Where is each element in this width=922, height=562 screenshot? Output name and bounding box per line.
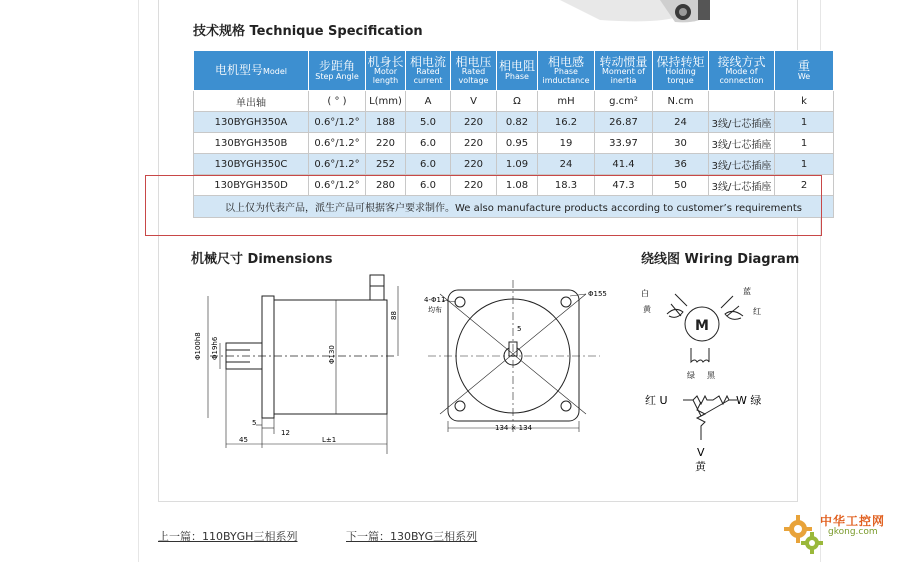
- table-cell: 33.97: [595, 133, 653, 154]
- table-cell: 220: [451, 154, 497, 175]
- wiring-title: 绕线图 Wiring Diagram: [641, 252, 800, 267]
- terminal-v: V: [697, 446, 705, 459]
- next-article-link[interactable]: 下一篇：130BYG三相系列: [346, 530, 478, 543]
- dim-label-45: 45: [239, 436, 248, 444]
- table-cell: 0.6°/1.2°: [309, 175, 366, 196]
- header-zh: 电机型号: [214, 62, 263, 77]
- spec-header-cell: [366, 51, 406, 91]
- table-cell: 16.2: [538, 112, 595, 133]
- header-en: Step Angle: [315, 71, 359, 81]
- site-logo[interactable]: [780, 505, 922, 562]
- prev-article-link[interactable]: 上一篇：110BYGH三相系列: [158, 530, 298, 543]
- table-cell: 130BYGH350D: [194, 175, 309, 196]
- table-cell: 47.3: [595, 175, 653, 196]
- header-en: Holding torque: [665, 67, 696, 85]
- unit-cell: g.cm²: [595, 91, 653, 112]
- unit-cell: A: [406, 91, 451, 112]
- dimensions-title: 机械尺寸 Dimensions: [191, 252, 333, 267]
- terminal-v-color: 黄: [695, 460, 706, 473]
- table-row: [194, 112, 834, 133]
- side-view-drawing: [190, 268, 400, 460]
- unit-cell: L(mm): [366, 91, 406, 112]
- table-cell: 3线/七芯插座: [709, 154, 775, 175]
- unit-cell: k: [775, 91, 834, 112]
- table-cell: 188: [366, 112, 406, 133]
- unit-cell: N.cm: [653, 91, 709, 112]
- header-zh: 相电流: [409, 54, 446, 69]
- header-zh: 机身长: [367, 54, 404, 69]
- header-en: Motor length: [372, 67, 399, 85]
- table-cell: 3线/七芯插座: [709, 175, 775, 196]
- header-zh: 相电压: [455, 54, 492, 69]
- spec-header-cell: [595, 51, 653, 91]
- wire-label-yellow: 黄: [643, 305, 651, 314]
- unit-cell: V: [451, 91, 497, 112]
- table-cell: 5.0: [406, 112, 451, 133]
- dim-label-even: 均布: [428, 306, 442, 314]
- dim-label-d130: Φ130: [328, 345, 336, 364]
- unit-cell: Ω: [497, 91, 538, 112]
- spec-header-row: [194, 51, 834, 91]
- wire-label-red: 红: [753, 307, 761, 316]
- wiring-diagram: [635, 276, 785, 476]
- wire-label-white: 白: [641, 289, 649, 298]
- header-en: Rated voltage: [458, 67, 489, 85]
- wire-label-green: 绿: [687, 371, 695, 380]
- table-cell: 18.3: [538, 175, 595, 196]
- wire-label-blue: 蓝: [743, 287, 751, 296]
- header-zh: 重: [797, 59, 810, 73]
- logo-url: gkong.com: [828, 527, 878, 537]
- dim-label-d19: Φ19h6: [211, 336, 219, 360]
- table-cell: 2: [775, 175, 834, 196]
- terminal-u: 红 U: [645, 394, 668, 407]
- table-cell: 130BYGH350C: [194, 154, 309, 175]
- header-en: Moment of inertia: [602, 67, 645, 85]
- spec-header-cell: [194, 51, 309, 91]
- dim-label-square: 134 × 134: [495, 424, 533, 432]
- motor-photo: [540, 0, 720, 26]
- spec-header-cell: [497, 51, 538, 91]
- header-zh: 接线方式: [717, 54, 766, 69]
- dim-label-L: L±1: [322, 436, 337, 444]
- terminal-w: W 绿: [736, 394, 762, 407]
- table-cell: 1.09: [497, 154, 538, 175]
- spec-header-cell: [775, 51, 834, 91]
- header-zh: 相电感: [547, 54, 584, 69]
- header-zh: 步距角: [318, 59, 355, 73]
- table-cell: 6.0: [406, 154, 451, 175]
- header-en: Phase imductance: [542, 67, 590, 85]
- header-en: Rated current: [413, 67, 443, 85]
- spec-header-cell: [653, 51, 709, 91]
- dim-label-h88: 88: [390, 311, 398, 320]
- table-cell: 24: [538, 154, 595, 175]
- dim-label-holes: 4-Φ11: [424, 296, 446, 304]
- dim-label-5: 5: [252, 419, 257, 427]
- header-en: Model: [262, 66, 288, 76]
- table-cell: 1: [775, 112, 834, 133]
- table-cell: 3线/七芯插座: [709, 133, 775, 154]
- table-cell: 3线/七芯插座: [709, 112, 775, 133]
- dim-label-d155: Φ155: [588, 290, 607, 298]
- highlight-box: [145, 175, 822, 236]
- dim-label-key5: 5: [517, 325, 522, 333]
- table-cell: 0.82: [497, 112, 538, 133]
- table-cell: 50: [653, 175, 709, 196]
- table-row: [194, 154, 834, 175]
- table-cell: 280: [366, 175, 406, 196]
- wire-label-black: 黑: [707, 371, 715, 380]
- motor-symbol: M: [695, 318, 709, 334]
- table-cell: 24: [653, 112, 709, 133]
- logo-name: 中华工控网: [820, 514, 886, 528]
- spec-title: 技术规格 Technique Specification: [193, 24, 423, 39]
- spec-header-cell: [709, 51, 775, 91]
- table-cell: 41.4: [595, 154, 653, 175]
- table-cell: 220: [451, 175, 497, 196]
- table-cell: 130BYGH350A: [194, 112, 309, 133]
- table-note: 以上仅为代表产品，派生产品可根据客户要求制作。We also manufacture products according to customer’s requirements: [194, 196, 834, 218]
- spec-header-cell: [406, 51, 451, 91]
- table-cell: 6.0: [406, 133, 451, 154]
- table-cell: 1: [775, 133, 834, 154]
- unit-cell: mH: [538, 91, 595, 112]
- header-zh: 保持转矩: [656, 54, 705, 69]
- table-cell: 36: [653, 154, 709, 175]
- table-cell: 0.6°/1.2°: [309, 133, 366, 154]
- dim-label-d100: Φ100h8: [194, 332, 202, 360]
- header-en: Phase: [505, 71, 529, 81]
- table-cell: 130BYGH350B: [194, 133, 309, 154]
- spec-header-cell: [309, 51, 366, 91]
- unit-row: [194, 91, 834, 112]
- table-cell: 6.0: [406, 175, 451, 196]
- table-cell: 0.95: [497, 133, 538, 154]
- header-en: We: [797, 71, 811, 81]
- table-row: [194, 133, 834, 154]
- gear-icon: [780, 509, 824, 559]
- spec-header-cell: [538, 51, 595, 91]
- unit-cell: 单出轴: [194, 91, 309, 112]
- table-cell: 220: [451, 133, 497, 154]
- table-cell: 26.87: [595, 112, 653, 133]
- unit-cell: [709, 91, 775, 112]
- table-cell: 220: [451, 112, 497, 133]
- table-cell: 30: [653, 133, 709, 154]
- header-zh: 相电阻: [498, 59, 535, 73]
- table-cell: 19: [538, 133, 595, 154]
- header-en: Mode of connection: [719, 67, 764, 85]
- unit-cell: ( ° ): [309, 91, 366, 112]
- table-cell: 0.6°/1.2°: [309, 154, 366, 175]
- table-cell: 252: [366, 154, 406, 175]
- table-cell: 1: [775, 154, 834, 175]
- table-cell: 0.6°/1.2°: [309, 112, 366, 133]
- front-view-drawing: [420, 276, 620, 436]
- dim-label-12: 12: [281, 429, 290, 437]
- table-cell: 1.08: [497, 175, 538, 196]
- spec-header-cell: [451, 51, 497, 91]
- header-zh: 转动惯量: [599, 54, 648, 69]
- page-left-border: [138, 0, 139, 562]
- table-cell: 220: [366, 133, 406, 154]
